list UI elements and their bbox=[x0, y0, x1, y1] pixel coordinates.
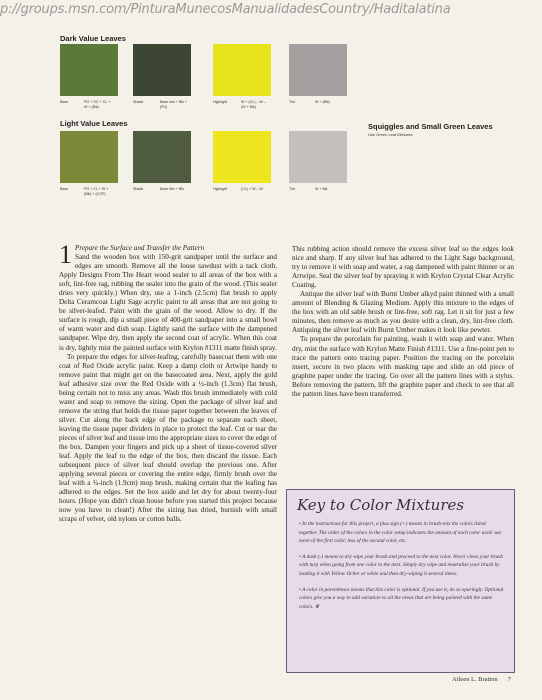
light-highlight-formula: (CL) + W – W bbox=[241, 187, 263, 191]
light-base-formula: PG + CL + W + (Blk) + (CGP) bbox=[84, 187, 109, 196]
squiggles-title: Squiggles and Small Green Leaves bbox=[368, 122, 493, 131]
dark-value-title: Dark Value Leaves bbox=[60, 34, 126, 43]
watermark: p://groups.msn.com/PinturaMunecosManualidadesCountry/Haditalatina bbox=[0, 2, 451, 17]
step-title: Prepare the Surface and Transfer the Pattern bbox=[75, 244, 205, 252]
dark-shade-formula: Base mix + Blk + (FU) bbox=[160, 100, 187, 109]
light-value-title: Light Value Leaves bbox=[60, 119, 128, 128]
dark-tint-label: Tint bbox=[289, 100, 295, 104]
article-right-column bbox=[292, 245, 514, 399]
step-1-body: Sand the wooden box with 150-grit sandpaper until the surface and edges are smooth. Remove all the loose sawdust with a tack cloth. Apply Designs From The Heart wood sealer to all areas of the box with a soft, lint-free rag, rubbing the sealer into the grain of the wood. (This sealer dries very quickly.) When dry, use a 1-inch (2.5cm) flat brush to apply Delta Ceramcoat Light Sage acrylic paint to all areas that are not going to be silver-leafed. Paint with the grain of the wood. Allow to dry. If the surface is rough, dip a small piece of 400-grit sandpaper into a small bowl of warm water and dish soap. Lightly sand the surface with the dampened sandpaper. Wipe dry, then apply the second coat of acrylic. When this coat is dry, lightly mist the painted surface with Krylon #1311 matte finish spray. bbox=[59, 253, 277, 352]
paragraph-3: This rubbing action should remove the excess silver leaf so the edges look nice and sharp. If any silver leaf has adhered to the Light Sage background, try to remove it with soap and water, a rag dampened with paint thinner or an Artwipe. Seal the silver leaf by spraying it with Krylon Crystal Clear Acrylic Coating. bbox=[292, 245, 514, 290]
light-shade-swatch bbox=[133, 131, 191, 183]
dark-highlight-swatch bbox=[213, 44, 271, 96]
paragraph-2: To prepare the edges for silver-leafing, carefully basecoat them with one coat of Red Oxide acrylic paint. Keep a damp cloth or Artwipe handy to remove paint that might get on the basecoated area. Next, apply the gold leaf adhesive size over the Red Oxide with a ½-inch (1.3cm) flat brush, being certain not to miss any areas. Wash this brush immediately with cold water and soap to remove the sizing. Open the package of silver leaf and remove the string that holds the tissue paper together between the leaves of silver. Cut along the back edge of the package to separate each sheet, leaving the tissue paper dividers in place to protect the leaf. Cut or tear the pieces of silver leaf and tissue into the appropriate sizes to cover the edge of the box. Dampen your fingers and pick up a sheet of tissue-covered silver leaf. Apply the leaf to the edge of the box, then discard the tissue. Each subsequent piece of silver leaf should overlap the previous one. After applying several pieces or covering the entire edge, firmly brush over the leaf with a ¾-inch (1.9cm) mop brush, making certain that the leafing has adhered to the edges. Set the box aside and let dry for about twenty-four hours. (Hope you didn't clean house before you started this project because now you have to clean!) After the sizing has dried, burnish with small scraps of velvet, old nylons or cotton balls. bbox=[59, 352, 277, 524]
key-item-parentheses: • A color in parentheses means that this color is optional. If you use it, do so sparingly. Optional colors give you a way to add variation to all the areas that are being painted with the same colors. ❦ bbox=[299, 586, 504, 610]
dark-highlight-formula: W + (CL) – W – (W + Blk) bbox=[241, 100, 266, 109]
light-base-label: Base bbox=[60, 187, 69, 191]
squiggles-subtitle: Use Green Leaf Mixtures bbox=[368, 132, 413, 137]
footer-author: Aileen L. Bratton bbox=[452, 676, 498, 683]
light-tint-swatch bbox=[289, 131, 347, 183]
dark-shade-label: Shade bbox=[133, 100, 144, 104]
page-number: 7 bbox=[507, 676, 511, 683]
step-1-paragraph bbox=[59, 240, 277, 353]
key-item-dash: • A dash (-) means to dry wipe your brush and proceed to the next color. Never clean your brush with turp when going from one color to the next. Simply dry wipe and neutralize your brush by loading it with Yellow Ochre or white and then dry-wiping it several times. bbox=[299, 553, 503, 577]
dark-base-formula: PG + OC + CL + W + (Blk) bbox=[84, 100, 111, 109]
dark-shade-swatch bbox=[133, 44, 191, 96]
light-highlight-swatch bbox=[213, 131, 271, 183]
article-left-column bbox=[59, 240, 277, 524]
dark-base-label: Base bbox=[60, 100, 69, 104]
light-tint-formula: W + Blk bbox=[315, 187, 328, 191]
key-to-color-mixtures-box bbox=[286, 489, 515, 673]
dark-highlight-label: Highlight bbox=[213, 100, 227, 104]
page-footer bbox=[452, 676, 511, 683]
dark-base-swatch bbox=[60, 44, 118, 96]
paragraph-4: Antique the silver leaf with Burnt Umber alkyd paint thinned with a small amount of Blending & Glazing Medium. Apply this mixture to the edges of the box with an old sable brush or lint-free, soft rag. Let it sit for just a few minutes, then remove as much as you desire with a clean, dry, lint-free cloth. Antiquing the silver leaf with Burnt Umber makes it look like pewter. bbox=[292, 290, 514, 335]
paragraph-5: To prepare the porcelain for painting, wash it with soap and water. When dry, mist the surface with Krylon Matte Finish #1311. Use a fine-point pen to trace the pattern onto tracing paper. Position the tracing on the porcelain insert, secure in two places with masking tape and slide an old piece of graphite paper under the tracing. Go over all the pattern lines with a stylus. Before removing the pattern, lift the graphite paper and check to see that all the pattern lines have been transferred. bbox=[292, 335, 514, 398]
dark-tint-swatch bbox=[289, 44, 347, 96]
key-title: Key to Color Mixtures bbox=[297, 496, 465, 514]
light-tint-label: Tint bbox=[289, 187, 295, 191]
light-base-swatch bbox=[60, 131, 118, 183]
light-highlight-label: Highlight bbox=[213, 187, 227, 191]
key-item-plus: • In the instructions for this project, a plus sign (+) means to brush-mix the colors listed together. The order of the colors in the color setup indicates the amount of each color used: use more of the first color, less of the second color, etc. bbox=[299, 521, 502, 545]
dark-tint-formula: W + (Blk) bbox=[315, 100, 330, 104]
key-body bbox=[299, 520, 504, 618]
drop-cap: 1 bbox=[59, 240, 72, 269]
light-shade-label: Shade bbox=[133, 187, 144, 191]
light-shade-formula: Base Mix + Blk bbox=[160, 187, 184, 191]
